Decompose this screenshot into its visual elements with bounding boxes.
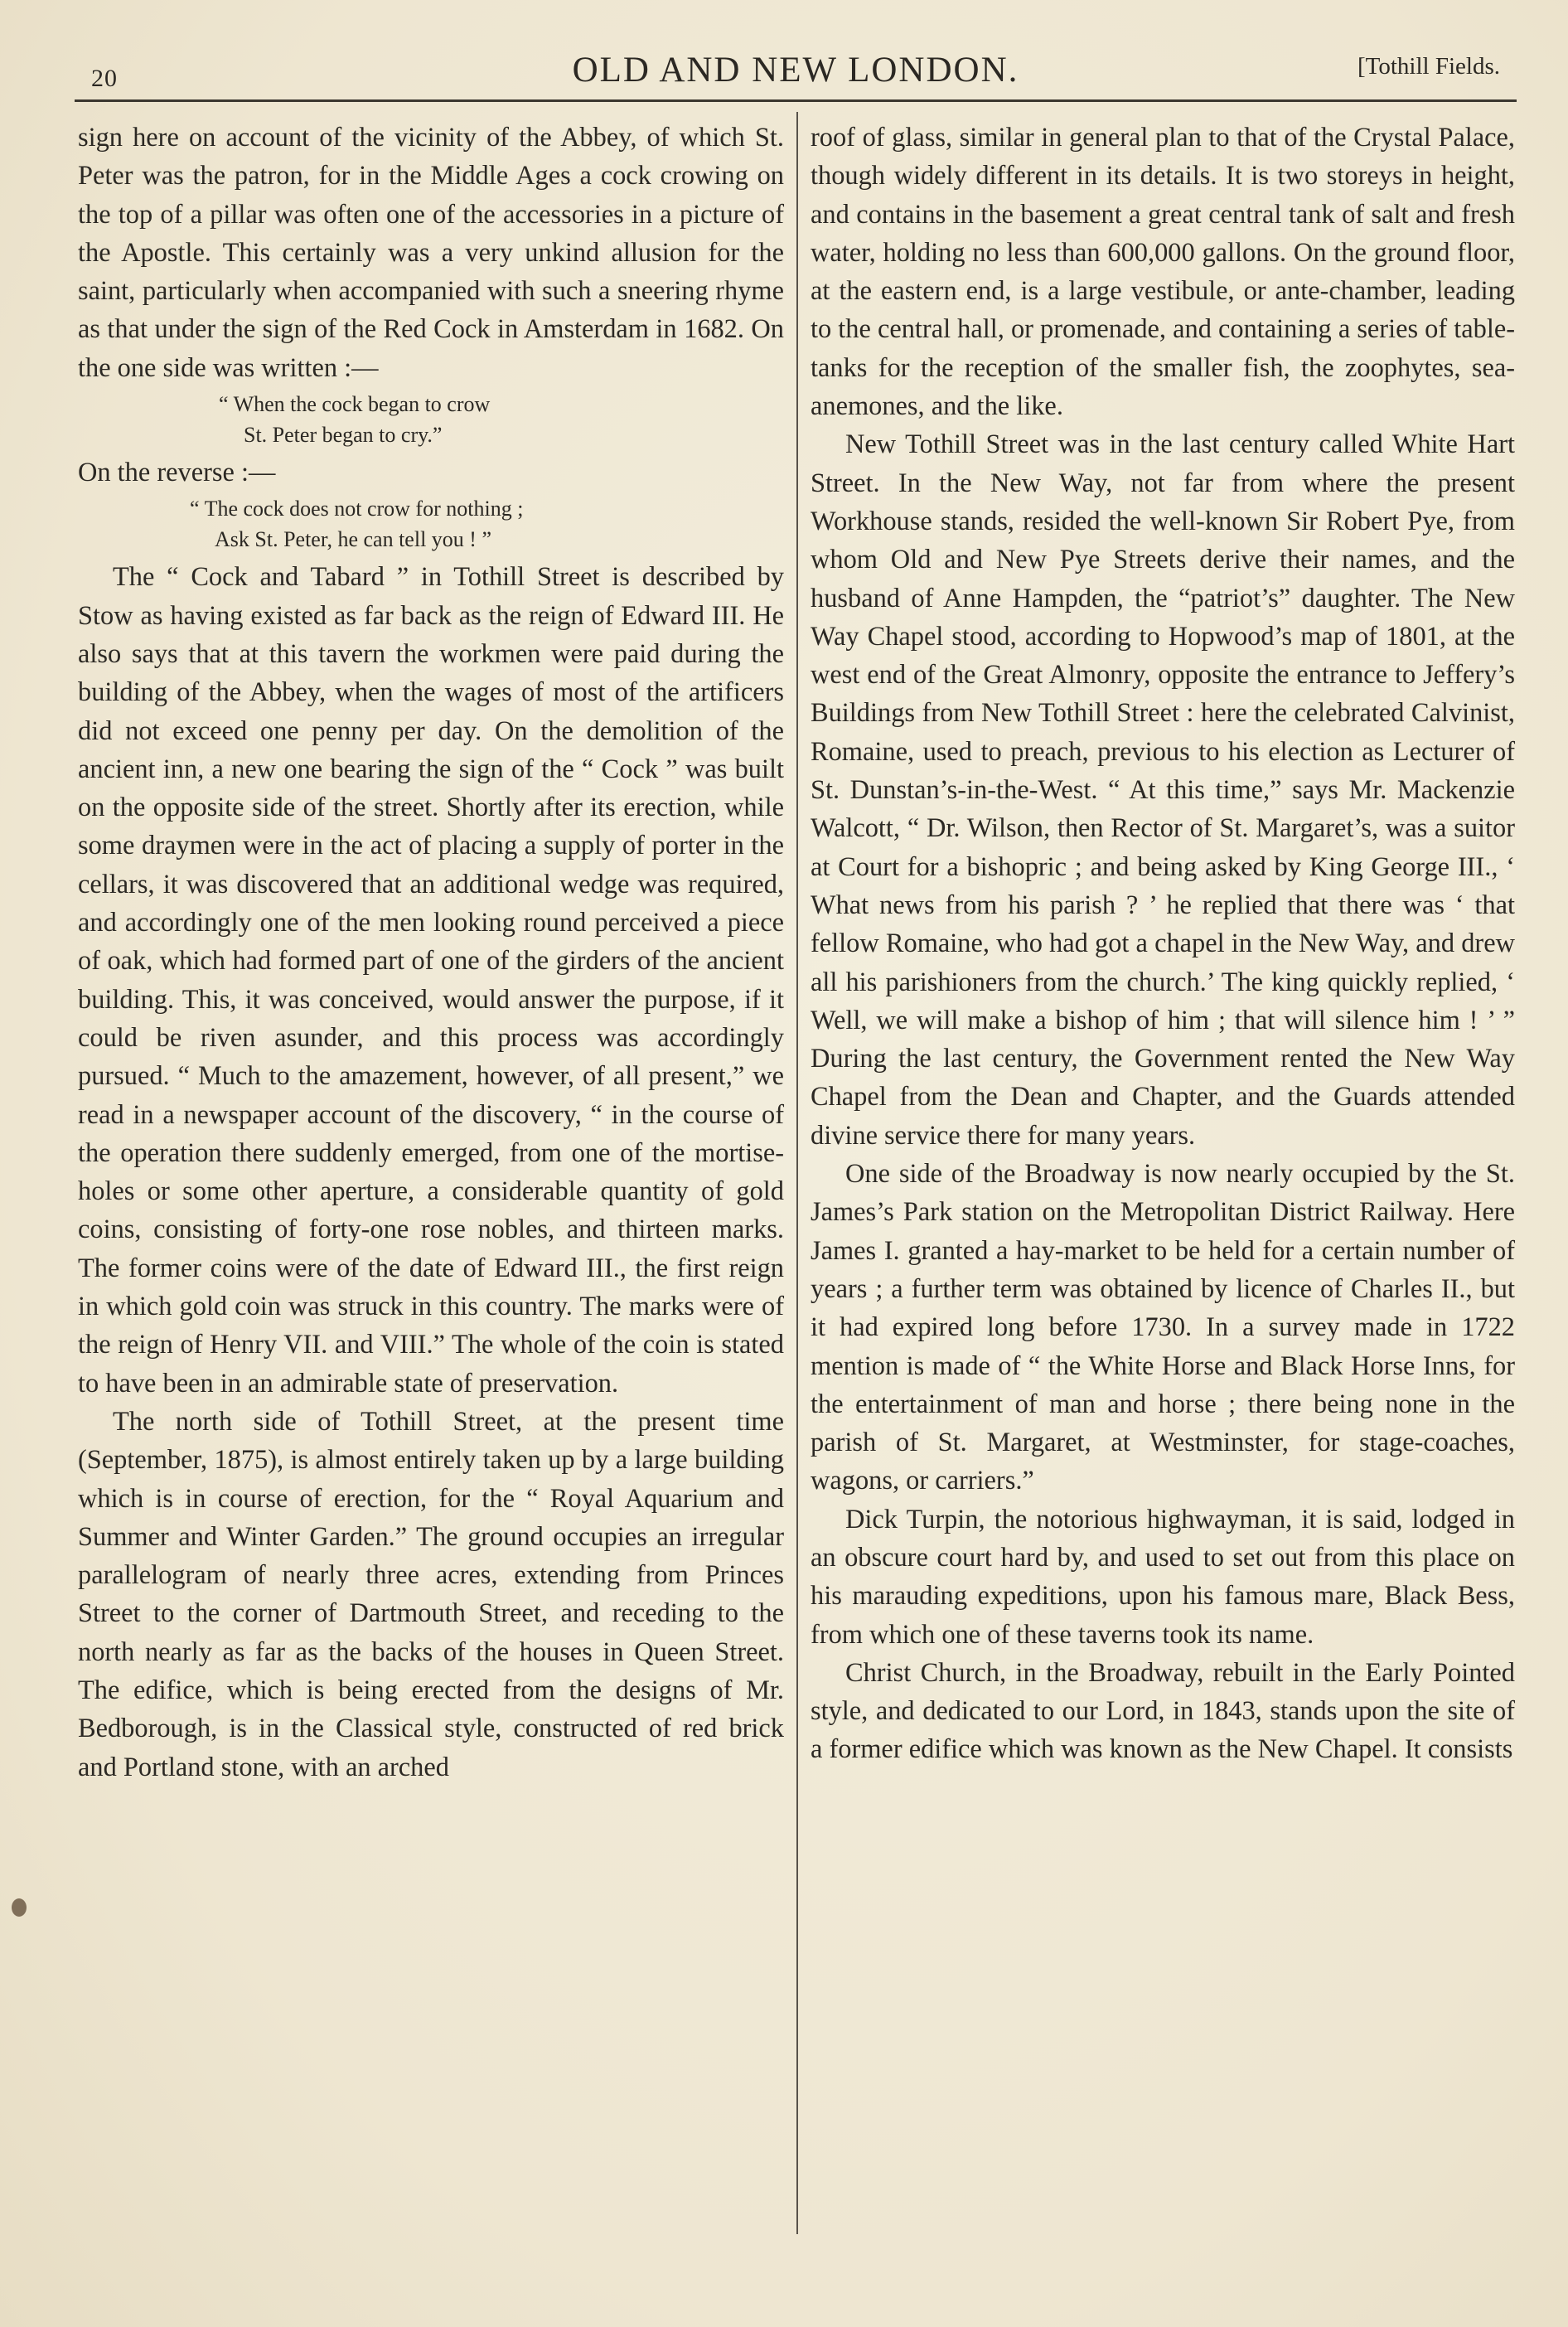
right-paragraph-5: Christ Church, in the Broadway, rebuilt in the Early Pointed style, and dedicated to our Lord, in 1843, stands upon the site of a former edifice which was known as the New Chapel. It consists [811, 1657, 1515, 1765]
verse-line: St. Peter began to cry.” [244, 423, 443, 448]
reverse-label: On the reverse :— [78, 458, 276, 488]
right-paragraph-3: One side of the Broadway is now nearly occupied by the St. James’s Park station on the Metropolitan District Railway. Here James I. granted a hay-market to be held for a certain number of years ; a further term was obtained by licence of Charles II., but it had expired long before 1730. In a survey made in 1722 mention is made of “ the White Horse and Black Horse Inns, for the entertainment of man and horse ; there being none in the parish of St. Margaret, at Westminster, for stage-coaches, wagons, or carriers.” [811, 1159, 1515, 1496]
section-label: [Tothill Fields. [1357, 53, 1500, 80]
right-paragraph-2: New Tothill Street was in the last century called White Hart Street. In the New Way, not far from where the present Workhouse stands, resided the well-known Sir Robert Pye, from whom Old and New Pye Streets derive their names, and the husband of Anne Hampden, the “patriot’s” daughter. The New Way Chapel stood, according to Hopwood’s map of 1801, at the west end of the Great Almonry, opposite the entrance to Jeffery’s Buildings from New Tothill Street : here the celebrated Calvinist, Romaine, used to preach, previous to his election as Lecturer of St. Dunstan’s-in-the-West. “ At this time,” says Mr. Mackenzie Walcott, “ Dr. Wilson, then Rector of St. Margaret’s, was a suitor at Court for a bishopric ; and being asked by King George III., ‘ What news from his parish ? ’ he replied that there was ‘ that fellow Romaine, who had got a chapel in the New Way, and drew all his parishioners from the church.’ The king quickly replied, ‘ Well, we will make a bishop of him ; that will silence him ! ’ ” During the last century, the Government rented the New Way Chapel from the Dean and Chapter, and the Guards attended divine service there for many years. [811, 429, 1515, 1151]
verse-obverse [78, 389, 784, 450]
running-title: OLD AND NEW LONDON. [572, 51, 1019, 90]
verse-reverse [78, 493, 784, 555]
left-paragraph-3: The north side of Tothill Street, at the present time (September, 1875), is almost entirely taken up by a large building which is in course of erection, for the “ Royal Aquarium and Summer and Winter Garden.” The ground occupies an irregular parallelogram of nearly three acres, extending from Princes Street to the corner of Dartmouth Street, and receding to the north nearly as far as the backs of the houses in Queen Street. The edifice, which is being erected from the designs of Mr. Bedborough, is in the Classical style, constructed of red brick and Portland stone, with an arched [78, 1406, 784, 1782]
left-column [78, 119, 784, 1786]
left-paragraph-1: sign here on account of the vicinity of the Abbey, of which St. Peter was the patron, for in the Middle Ages a cock crowing on the top of a pillar was often one of the accessories in a picture of the Apostle. This certainly was a very unkind allusion for the saint, particularly when accompanied with such a sneering rhyme as that under the sign of the Red Cock in Amsterdam in 1682. On the one side was written :— [78, 123, 784, 383]
page-number: 20 [91, 65, 118, 92]
right-paragraph-1: roof of glass, similar in general plan to that of the Crystal Palace, though widely different in its details. It is two storeys in height, and contains in the basement a great central tank of salt and fresh water, holding no less than 600,000 gallons. On the ground floor, at the eastern end, is a large vestibule, or ante-chamber, leading to the central hall, or promenade, and containing a series of table-tanks for the reception of the smaller fish, the zoophytes, sea-anemones, and the like. [811, 123, 1515, 422]
column-divider [796, 112, 798, 2234]
verse-line: “ When the cock began to crow [219, 392, 491, 417]
right-paragraph-4: Dick Turpin, the notorious highwayman, it is said, lodged in an obscure court hard by, and used to set out from this place on his marauding expeditions, upon his famous mare, Black Bess, from which one of these taverns took its name. [811, 1504, 1515, 1650]
verse-line: “ The cock does not crow for nothing ; [190, 497, 524, 521]
margin-ink-spot [12, 1898, 27, 1917]
verse-line: Ask St. Peter, he can tell you ! ” [215, 527, 491, 552]
right-column [811, 119, 1515, 1769]
header-rule [75, 99, 1517, 102]
left-paragraph-2: The “ Cock and Tabard ” in Tothill Street is described by Stow as having existed as far back as the reign of Edward III. He also says that at this tavern the workmen were paid during the building of the Abbey, when the wages of most of the artificers did not exceed one penny per day. On the demolition of the ancient inn, a new one bearing the sign of the “ Cock ” was built on the opposite side of the street. Shortly after its erection, while some draymen were in the act of placing a supply of porter in the cellars, it was discovered that an additional wedge was required, and accordingly one of the men looking round perceived a piece of oak, which had formed part of one of the girders of the ancient building. This, it was conceived, would answer the purpose, if it could be riven asunder, and this process was accordingly pursued. “ Much to the amazement, however, of all present,” we read in a newspaper account of the discovery, “ in the course of the operation there suddenly emerged, from one of the mortise-holes or some other aperture, a considerable quantity of gold coins, consisting of forty-one rose nobles, and thirteen marks. The former coins were of the date of Edward III., the first reign in which gold coin was struck in this country. The marks were of the reign of Henry VII. and VIII.” The whole of the coin is stated to have been in an admirable state of preservation. [78, 562, 784, 1399]
page-header [91, 40, 1500, 98]
